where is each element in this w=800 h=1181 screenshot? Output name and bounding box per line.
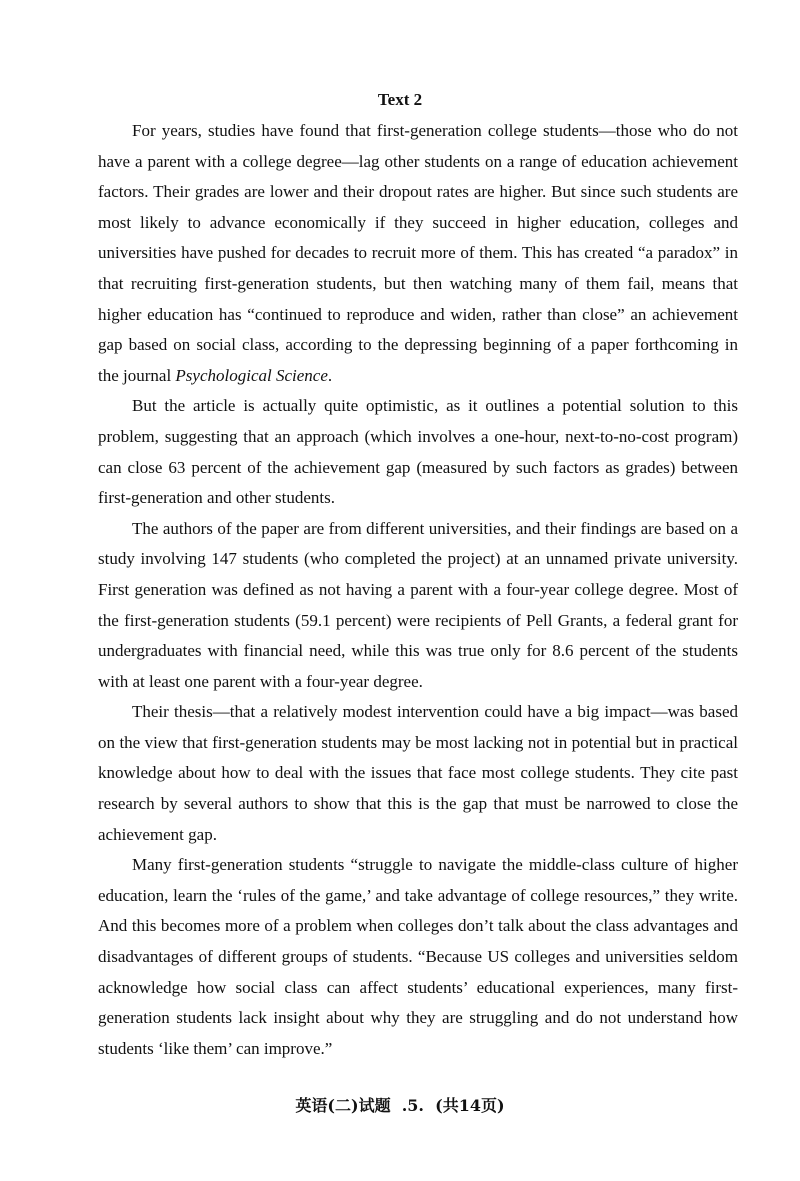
footer-subject: 英语(二)试题 [295, 1096, 391, 1115]
journal-name: Psychological Science [175, 365, 328, 385]
page-footer [0, 1094, 800, 1118]
paragraph-1-text: For years, studies have found that first-generation college students—those who do not have a parent with a college degree—lag other students on a range of education achievement factors. Their grades are lower and their dropout rates are higher. But since such students are most likely to advance economically if they succeed in higher education, colleges and universities have pushed for decades to recruit more of them. This has created “a paradox” in that recruiting first-generation students, but then watching many of them fail, means that higher education has “continued to reproduce and widen, rather than close” an achievement gap based on social class, according to the depressing beginning of a paper forthcoming in the journal [98, 121, 738, 385]
paragraph-1-end: . [327, 365, 333, 385]
paragraph-1 [98, 116, 738, 391]
footer-page-number: .5. [401, 1096, 424, 1115]
paragraph-4: Their thesis—that a relatively modest intervention could have a big impact—was based on the view that first-generation students may be most lacking not in potential but in practical knowledge about how to deal with the issues that face most college students. They cite past research by several authors to show that this is the gap that must be narrowed to close the achievement gap. [98, 702, 738, 844]
passage-body [98, 116, 738, 1064]
paragraph-5: Many first-generation students “struggle to navigate the middle-class culture of higher education, learn the ‘rules of the game,’ and take advantage of college resources,” they write. And this becomes more of a problem when colleges don’t talk about the class advantages and disadvantages of different groups of students. “Because US colleges and universities seldom acknowledge how social class can affect students’ educational experiences, many first-generation students lack insight about why they are struggling and do not understand how students ‘like them’ can improve.” [98, 855, 738, 1058]
footer-total-pages: (共14页) [435, 1096, 505, 1115]
paragraph-2: But the article is actually quite optimistic, as it outlines a potential solution to this problem, suggesting that an approach (which involves a one-hour, next-to-no-cost program) can close 63 percent of the achievement gap (measured by such factors as grades) between first-generation and other students. [98, 396, 738, 508]
text-title: Text 2 [377, 90, 423, 109]
paragraph-3: The authors of the paper are from different universities, and their findings are based on a study involving 147 students (who completed the project) at an unnamed private university. First generation was defined as not having a parent with a four-year college degree. Most of the first-generation students (59.1 percent) were recipients of Pell Grants, a federal grant for undergraduates with financial need, while this was true only for 8.6 percent of the students with at least one parent with a four-year degree. [98, 518, 738, 691]
